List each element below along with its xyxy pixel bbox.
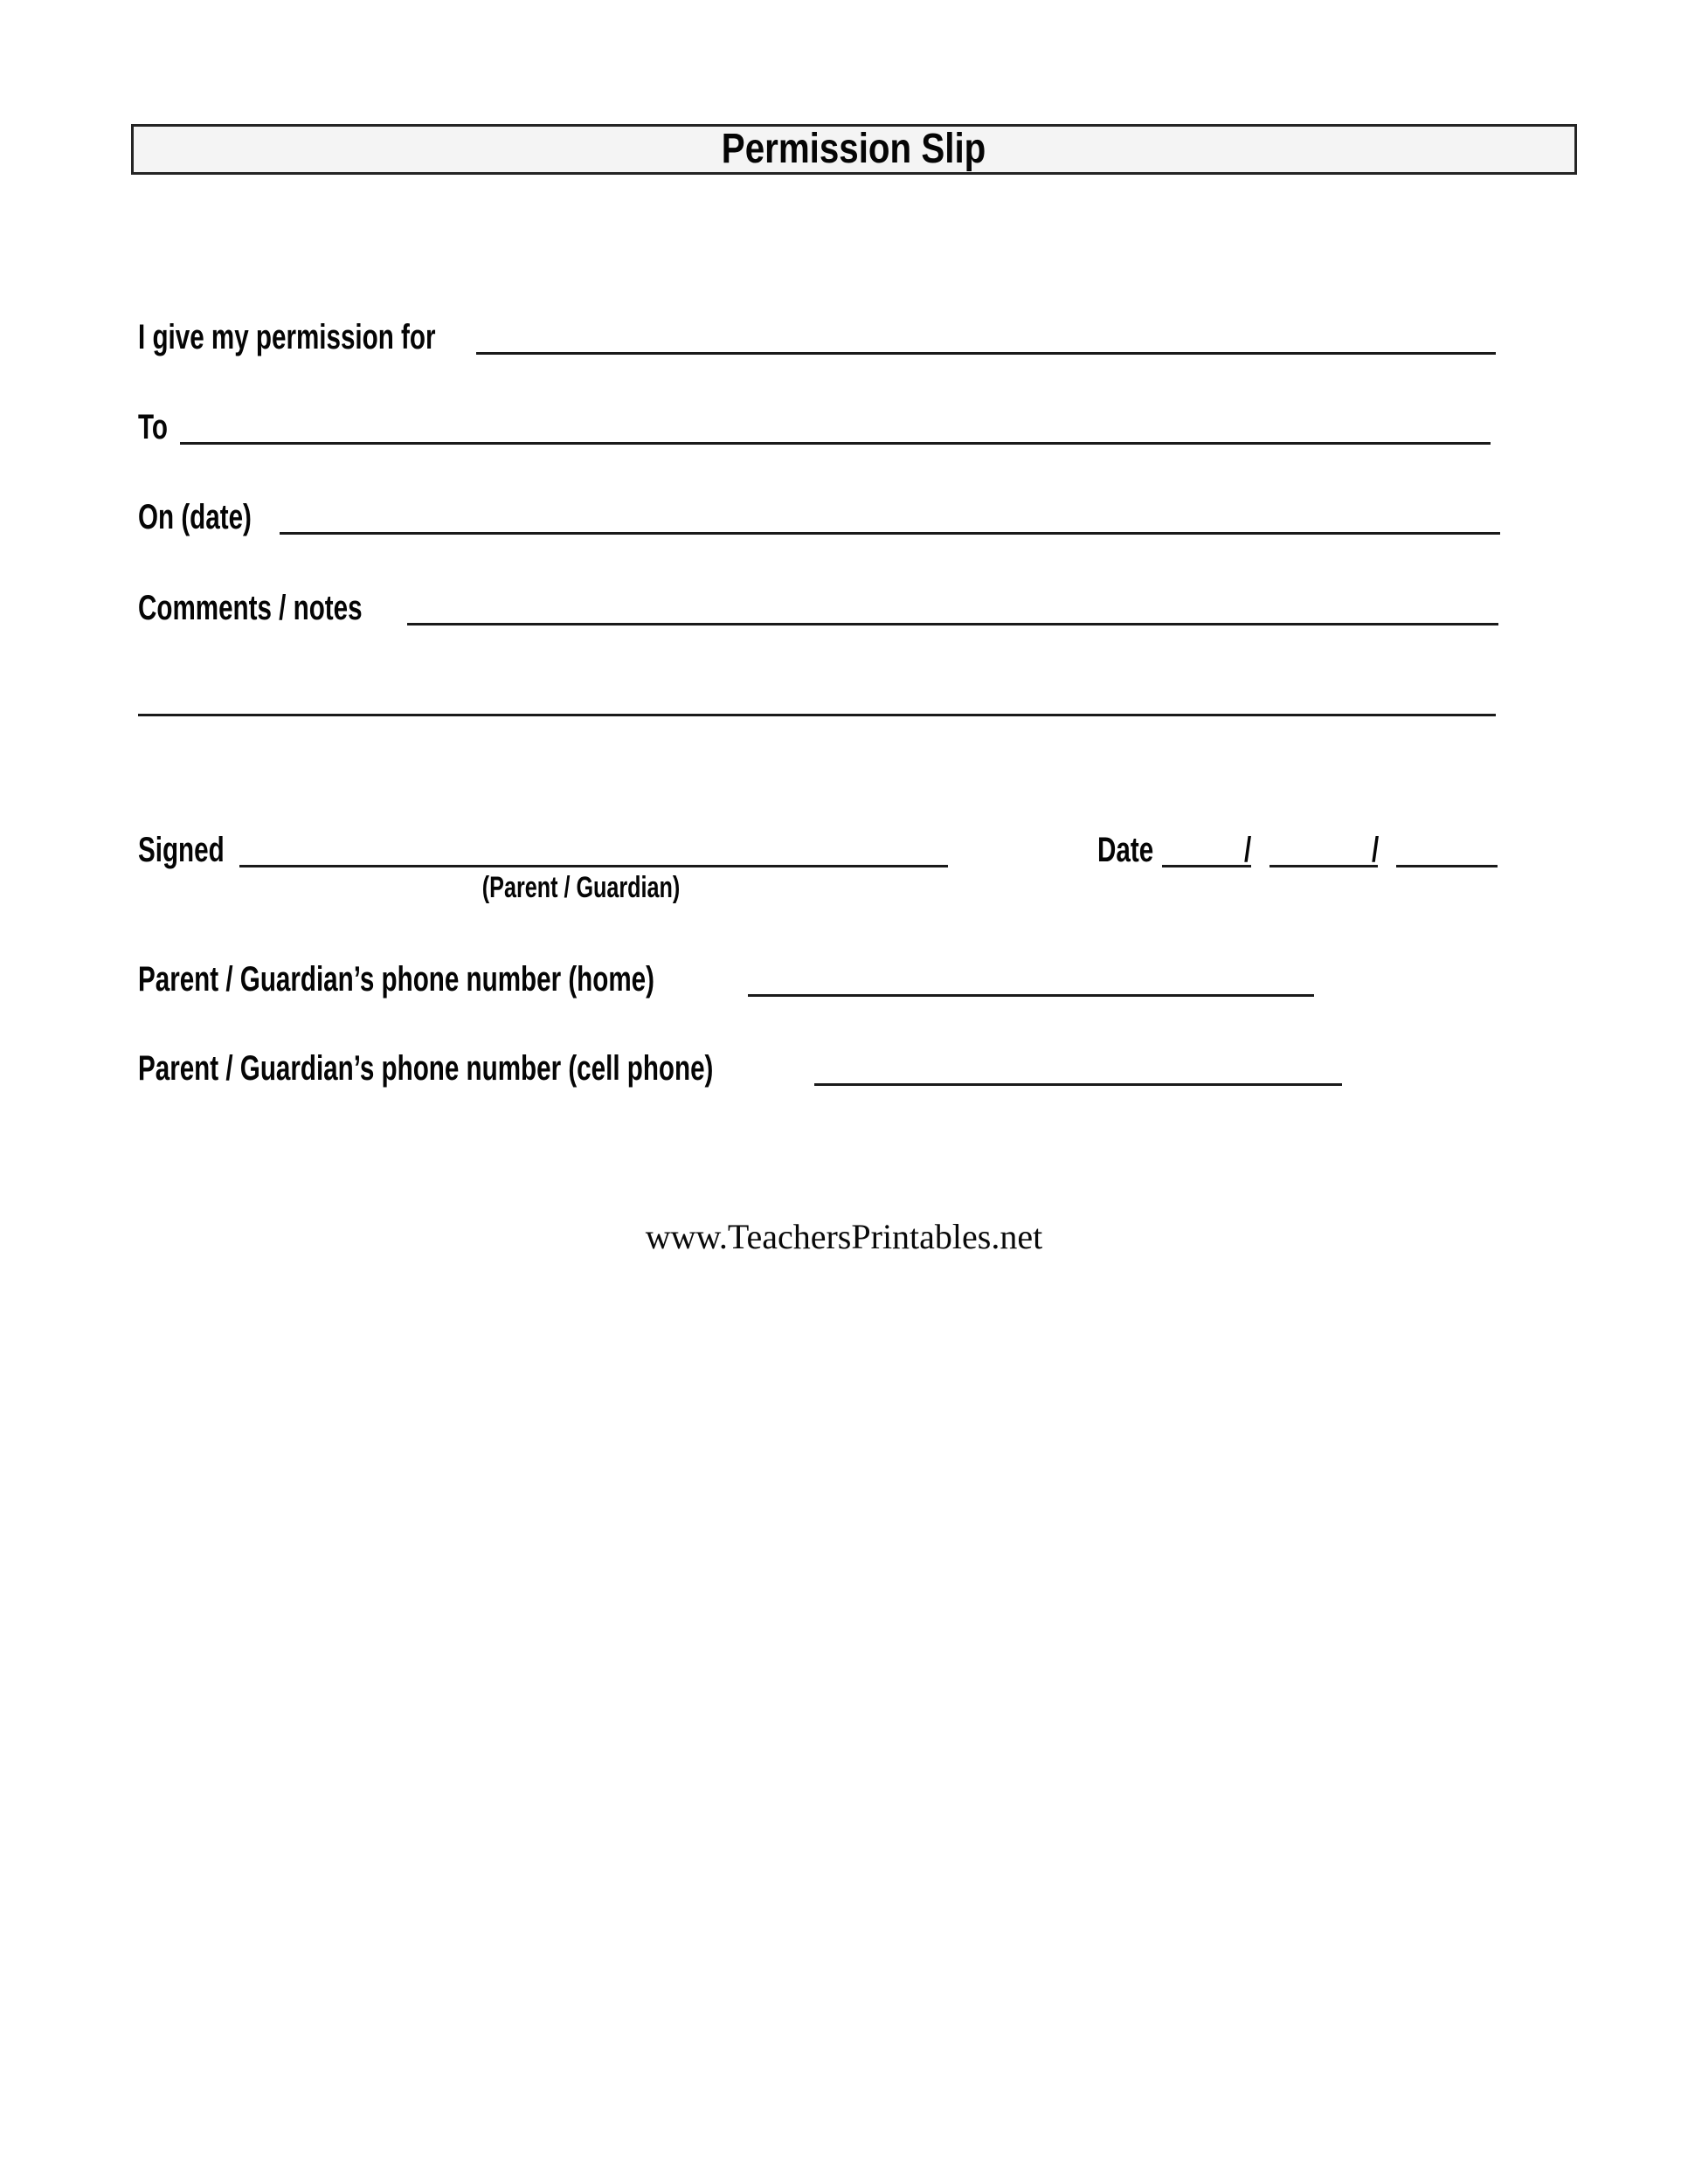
date-separator-1: / [1244,831,1252,869]
field-date-month[interactable] [1162,865,1251,867]
field-to[interactable] [180,442,1491,445]
label-date: Date [1097,831,1154,869]
title-box [131,124,1577,175]
page-title: Permission Slip [722,126,986,172]
field-phone-home[interactable] [748,994,1314,997]
label-phone-cell: Parent / Guardian’s phone number (cell phone) [138,1049,714,1088]
label-parent-guardian: (Parent / Guardian) [481,871,681,904]
footer-url: www.TeachersPrintables.net [645,1217,1043,1256]
field-date-day[interactable] [1269,865,1378,867]
label-to: To [138,408,168,446]
signed-sublabel-wrap [376,873,786,902]
field-signed[interactable] [239,865,948,867]
field-comments-line1[interactable] [407,623,1498,625]
field-phone-cell[interactable] [814,1083,1342,1086]
field-permission-for[interactable] [476,352,1496,355]
label-comments: Comments / notes [138,589,363,627]
label-signed: Signed [138,831,225,869]
field-comments-line2[interactable] [138,714,1496,716]
label-permission-for: I give my permission for [138,318,436,356]
field-on-date[interactable] [280,532,1500,535]
label-on-date: On (date) [138,498,252,536]
field-date-year[interactable] [1396,865,1498,867]
label-phone-home: Parent / Guardian’s phone number (home) [138,960,654,999]
date-separator-2: / [1372,831,1380,869]
